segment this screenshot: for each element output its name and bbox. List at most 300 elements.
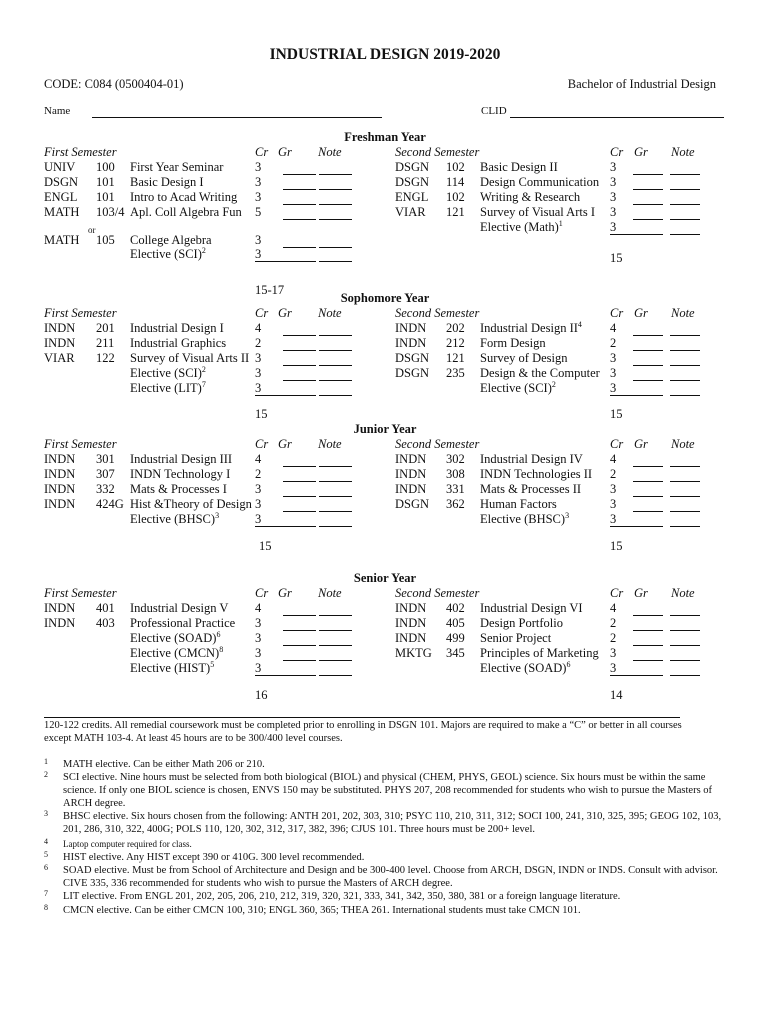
note-field[interactable] [670,660,700,661]
course-title-text: Elective (CMCN) [130,646,220,660]
course-title-text: INDN Technology I [130,467,231,481]
course-number: 308 [446,467,465,481]
course-dept: MKTG [395,646,432,660]
grade-field[interactable] [633,174,663,175]
note-field[interactable] [319,615,352,616]
credit-total-line [610,675,663,676]
course-number: 102 [446,190,465,204]
clid-label: CLID [481,105,507,117]
course-number: 103/4 [96,205,125,219]
grade-field[interactable] [283,174,316,175]
course-number: 307 [96,467,115,481]
note-field[interactable] [670,615,700,616]
note-field[interactable] [670,395,700,396]
credit-hours: 3 [610,351,617,365]
course-dept: DSGN [395,160,430,174]
footnote-ref: 7 [201,379,206,389]
course-title [130,646,223,661]
note-field[interactable] [670,496,700,497]
credit-hours: 3 [255,233,262,247]
note-field[interactable] [670,350,700,351]
grade-field[interactable] [633,660,663,661]
course-title-text: Elective (SOAD) [480,661,567,675]
cr-column-header: Cr [610,437,624,451]
first-semester-total: 16 [255,688,268,702]
footnote-number: 5 [44,850,48,859]
credit-hours: 3 [610,205,617,219]
course-title-text: Principles of Marketing [480,646,599,660]
course-title-text: Elective (SCI) [130,366,202,380]
course-dept: DSGN [395,497,430,511]
credit-hours: 2 [610,616,617,630]
course-number: 121 [446,351,465,365]
course-title [480,467,592,482]
credit-hours: 3 [255,497,262,511]
credit-hours: 3 [255,512,262,526]
course-number: 105 [96,233,115,247]
course-title [480,497,557,512]
footnote-ref: 3 [215,510,220,520]
course-title-text: Human Factors [480,497,557,511]
note-field[interactable] [670,645,700,646]
year-heading: Freshman Year [344,130,426,144]
first-semester-label: First Semester [44,306,117,320]
grade-field[interactable] [633,466,663,467]
footnote-number: 3 [44,809,48,818]
credit-hours: 3 [255,616,262,630]
course-title-text: Basic Design I [130,175,204,189]
footnote-ref: 2 [201,364,206,374]
gr-column-header: Gr [278,437,292,451]
credit-hours: 3 [255,646,262,660]
grade-field[interactable] [633,380,663,381]
note-field[interactable] [319,247,352,248]
year-heading: Senior Year [353,571,417,585]
credit-hours: 3 [255,190,262,204]
grade-field[interactable] [283,219,316,220]
footnote-ref: 2 [551,379,556,389]
course-title-text: Industrial Design VI [480,601,583,615]
footnote-text: LIT elective. From ENGL 201, 202, 205, 206, 210, 212, 319, 320, 321, 333, 341, 342, 350, 380, 381 or a foreign language literature. [63,891,621,902]
course-dept: DSGN [44,175,79,189]
course-title-text: Senior Project [480,631,552,645]
note-column-header: Note [671,437,695,451]
first-semester-total: 15 [255,407,268,421]
note-field[interactable] [670,335,700,336]
course-dept: DSGN [395,175,430,189]
grade-field[interactable] [283,189,316,190]
grade-field[interactable] [633,615,663,616]
footnote-ref: 8 [219,644,224,654]
credit-hours: 3 [255,482,262,496]
grade-field[interactable] [283,365,316,366]
note-field[interactable] [670,380,700,381]
course-dept: ENGL [395,190,429,204]
course-number: 301 [96,452,115,466]
course-number: 402 [446,601,465,615]
credit-total-line [610,234,663,235]
second-semester-label: Second Semester [395,145,480,159]
course-number: 401 [96,601,115,615]
course-title [480,631,551,646]
course-title-text: Elective (HIST) [130,661,211,675]
course-dept: INDN [44,482,76,496]
course-title-text: Design Communication [480,175,600,189]
note-field[interactable] [670,630,700,631]
course-title-text: Industrial Design V [130,601,229,615]
course-title-text: Basic Design II [480,160,558,174]
grade-field[interactable] [283,645,316,646]
note-field[interactable] [319,204,352,205]
credit-hours: 4 [255,452,262,466]
note-column-header: Note [671,306,695,320]
course-dept: INDN [44,616,76,630]
grade-field[interactable] [633,511,663,512]
grade-field[interactable] [283,630,316,631]
course-title-text: Elective (Math) [480,220,559,234]
note-field[interactable] [670,675,700,676]
course-title [130,160,223,175]
footnote-ref: 5 [210,659,215,669]
course-dept: INDN [395,616,427,630]
note-field[interactable] [319,496,352,497]
course-title [130,247,206,262]
credit-hours: 2 [255,336,262,350]
course-title [130,336,226,351]
name-field-line[interactable] [92,117,382,118]
grade-field[interactable] [633,496,663,497]
note-field[interactable] [319,365,352,366]
course-title-text: Mats & Processes I [130,482,227,496]
footnote-ref: 2 [201,245,206,255]
grade-field[interactable] [283,335,316,336]
credit-hours: 3 [610,175,617,189]
grade-field[interactable] [633,350,663,351]
credits-summary: 120-122 credits. All remedial coursework must be completed prior to enrolling in DSGN 101. Majors are required to make a “C” or better in all courses except MATH 103-4. At least 45 hours are to be 300/400 level courses. [44,720,682,744]
note-field[interactable] [319,511,352,512]
cr-column-header: Cr [255,437,269,451]
grade-field[interactable] [633,630,663,631]
course-number: 332 [96,482,115,496]
credit-hours: 3 [610,366,617,380]
note-field[interactable] [319,380,352,381]
course-title-text: Mats & Processes II [480,482,582,496]
course-title-text: Elective (SCI) [480,381,552,395]
course-title [480,190,580,205]
course-title [480,351,568,366]
course-dept: INDN [395,631,427,645]
course-dept: INDN [395,452,427,466]
course-number: 424G [96,497,124,511]
course-dept: INDN [395,321,427,335]
course-dept: INDN [44,601,76,615]
grade-field[interactable] [633,481,663,482]
footnote-number: 4 [44,837,48,846]
course-dept: INDN [395,467,427,481]
grade-field[interactable] [283,511,316,512]
course-dept: INDN [395,482,427,496]
course-title [130,175,204,190]
course-dept: ENGL [44,190,78,204]
credit-hours: 3 [610,661,617,675]
grade-field[interactable] [633,365,663,366]
gr-column-header: Gr [634,306,648,320]
cr-column-header: Cr [255,306,269,320]
course-title-text: Survey of Visual Arts I [480,205,595,219]
credit-hours: 4 [255,601,262,615]
course-title [480,512,569,527]
cr-column-header: Cr [610,306,624,320]
grade-field[interactable] [283,204,316,205]
grade-field[interactable] [283,247,316,248]
course-title-text: Industrial Design I [130,321,224,335]
credit-hours: 3 [610,482,617,496]
credit-hours: 3 [610,381,617,395]
note-field[interactable] [670,234,700,235]
course-dept: DSGN [395,366,430,380]
course-title [130,661,214,676]
first-semester-label: First Semester [44,586,117,600]
credit-total-line [255,675,316,676]
note-column-header: Note [318,306,342,320]
course-number: 201 [96,321,115,335]
course-number: 100 [96,160,115,174]
gr-column-header: Gr [634,586,648,600]
course-title [130,616,235,631]
credit-hours: 3 [255,381,262,395]
cr-column-header: Cr [610,586,624,600]
note-field[interactable] [670,511,700,512]
first-semester-total: 15-17 [255,283,285,297]
course-dept: DSGN [395,351,430,365]
note-field[interactable] [670,189,700,190]
course-number: 122 [96,351,115,365]
note-field[interactable] [319,395,352,396]
course-title-text: Intro to Acad Writing [130,190,238,204]
course-dept: INDN [44,452,76,466]
note-column-header: Note [671,145,695,159]
course-number: 114 [446,175,465,189]
course-title-text: Survey of Design [480,351,568,365]
footnote-ref: 6 [216,629,221,639]
course-number: 499 [446,631,465,645]
cr-column-header: Cr [255,586,269,600]
course-dept: INDN [44,336,76,350]
clid-field-line[interactable] [510,117,724,118]
credit-total-line [255,261,316,262]
second-semester-total: 14 [610,688,623,702]
course-title [130,631,220,646]
course-title-text: Elective (BHSC) [480,512,566,526]
grade-field[interactable] [283,350,316,351]
course-title-text: Elective (SCI) [130,247,202,261]
course-title [480,381,556,396]
credit-total-line [255,395,316,396]
course-title [130,351,249,366]
credit-hours: 3 [255,661,262,675]
second-semester-label: Second Semester [395,306,480,320]
note-field[interactable] [319,660,352,661]
course-title [480,616,563,631]
first-semester-label: First Semester [44,437,117,451]
footnote-ref: 3 [565,510,570,520]
course-dept: INDN [44,467,76,481]
second-semester-total: 15 [610,407,623,421]
course-title [130,452,232,467]
course-number: 403 [96,616,115,630]
course-title-text: Writing & Research [480,190,581,204]
degree-name: Bachelor of Industrial Design [567,77,716,91]
grade-field[interactable] [633,219,663,220]
course-title-text: Design Portfolio [480,616,563,630]
course-number: 362 [446,497,465,511]
grade-field[interactable] [283,466,316,467]
credit-hours: 3 [610,220,617,234]
credit-hours: 3 [255,160,262,174]
note-field[interactable] [319,526,352,527]
course-title-text: Industrial Design III [130,452,233,466]
course-title-text: Industrial Design II [480,321,578,335]
course-title [480,336,546,351]
footnote-ref: 4 [577,319,582,329]
credit-hours: 3 [610,646,617,660]
credit-hours: 3 [610,512,617,526]
gr-column-header: Gr [278,306,292,320]
note-column-header: Note [318,437,342,451]
course-title [480,482,581,497]
course-number: 121 [446,205,465,219]
note-field[interactable] [319,219,352,220]
credit-hours: 3 [255,366,262,380]
course-dept: INDN [395,336,427,350]
note-field[interactable] [319,481,352,482]
note-field[interactable] [670,526,700,527]
credit-hours: 2 [255,467,262,481]
footnote-number: 2 [44,770,48,779]
course-title-text: Elective (SOAD) [130,631,217,645]
credit-hours: 3 [610,497,617,511]
course-title-text: Apl. Coll Algebra Fun [130,205,242,219]
footnote-text: BHSC elective. Six hours chosen from the following: ANTH 201, 202, 303, 310; PSYC 110, 210, 311, 312; SOCI 100, 241, 310, 325, 395; GEOG 102, 103, 201, 286, 310, 322, 400G; POLS 110, 120, 302, 312, 317, 382, 396; CJUS 101. Three hours must be 200+ level. [63,811,722,835]
course-title [130,482,227,497]
note-field[interactable] [319,261,352,262]
footnote-number: 8 [44,903,48,912]
course-number: 405 [446,616,465,630]
course-number: 331 [446,482,465,496]
course-number: 345 [446,646,465,660]
note-field[interactable] [319,350,352,351]
credit-total-line [610,395,663,396]
note-field[interactable] [670,481,700,482]
note-field[interactable] [319,645,352,646]
credit-hours: 5 [255,205,262,219]
course-title-text: Elective (LIT) [130,381,202,395]
note-column-header: Note [671,586,695,600]
footnote-text: SCI elective. Nine hours must be selected from both biological (BIOL) and physical (CHEM, PHYS, GEOL) science. Six hours must be within the same science. If only one BIOL science is chosen, ENVS 150 may be substituted. PHYS 207, 208 recommended for students who wish to pursue the Masters of ARCH degree. [63,772,713,809]
course-title [130,190,237,205]
course-title [480,366,600,381]
course-title [130,512,219,527]
course-dept: INDN [395,601,427,615]
first-semester-label: First Semester [44,145,117,159]
grade-field[interactable] [633,204,663,205]
course-dept: VIAR [395,205,426,219]
footnote-text: HIST elective. Any HIST except 390 or 410G. 300 level recommended. [63,852,365,863]
grade-field[interactable] [633,335,663,336]
second-semester-label: Second Semester [395,586,480,600]
grade-field[interactable] [633,189,663,190]
first-semester-total: 15 [259,539,272,553]
footnote-text: SOAD elective. Must be from School of Architecture and Design and be 300-400 level. Choose from ARCH, DSGN, INDN or INDS. Consult with advisor. CIVE 335, 336 recommended for students who wish to pursue the Masters of ARCH degree. [63,865,718,889]
note-field[interactable] [319,630,352,631]
second-semester-label: Second Semester [395,437,480,451]
note-field[interactable] [670,466,700,467]
note-field[interactable] [670,365,700,366]
course-dept: UNIV [44,160,76,174]
credit-total-line [255,526,316,527]
footnote-text: CMCN elective. Can be either CMCN 100, 310; ENGL 360, 365; THEA 261. International students must take CMCN 101. [63,905,581,916]
grade-field[interactable] [283,380,316,381]
course-title [130,601,228,616]
note-field[interactable] [319,466,352,467]
summary-divider [44,717,680,718]
grade-field[interactable] [283,496,316,497]
note-field[interactable] [319,189,352,190]
course-title [130,321,224,336]
note-field[interactable] [670,204,700,205]
second-semester-total: 15 [610,539,623,553]
credit-hours: 4 [610,321,617,335]
credit-hours: 4 [610,452,617,466]
course-title [480,220,563,235]
course-number: 202 [446,321,465,335]
course-title [480,452,583,467]
course-dept: MATH [44,205,80,219]
course-title-text: Industrial Graphics [130,336,227,350]
credit-hours: 3 [255,175,262,189]
grade-field[interactable] [283,660,316,661]
course-dept: MATH [44,233,80,247]
course-number: 235 [446,366,465,380]
grade-field[interactable] [283,615,316,616]
gr-column-header: Gr [634,437,648,451]
course-number: 101 [96,190,115,204]
course-title [480,205,595,220]
second-semester-total: 15 [610,251,623,265]
cr-column-header: Cr [255,145,269,159]
course-number: 212 [446,336,465,350]
course-title-text: First Year Seminar [130,160,224,174]
grade-field[interactable] [283,481,316,482]
note-field[interactable] [670,174,700,175]
course-title-text: Survey of Visual Arts II [130,351,250,365]
course-dept: INDN [44,321,76,335]
note-field[interactable] [319,675,352,676]
footnote-ref: 1 [558,218,563,228]
course-title [130,467,230,482]
year-heading: Junior Year [353,422,417,436]
grade-field[interactable] [633,645,663,646]
course-title-text: Hist &Theory of Design [130,497,252,511]
footnote-text: Laptop computer required for class. [63,839,192,849]
note-field[interactable] [319,174,352,175]
course-title [130,497,252,512]
course-title-text: Elective (BHSC) [130,512,216,526]
note-column-header: Note [318,145,342,159]
cr-column-header: Cr [610,145,624,159]
note-field[interactable] [670,219,700,220]
note-field[interactable] [319,335,352,336]
